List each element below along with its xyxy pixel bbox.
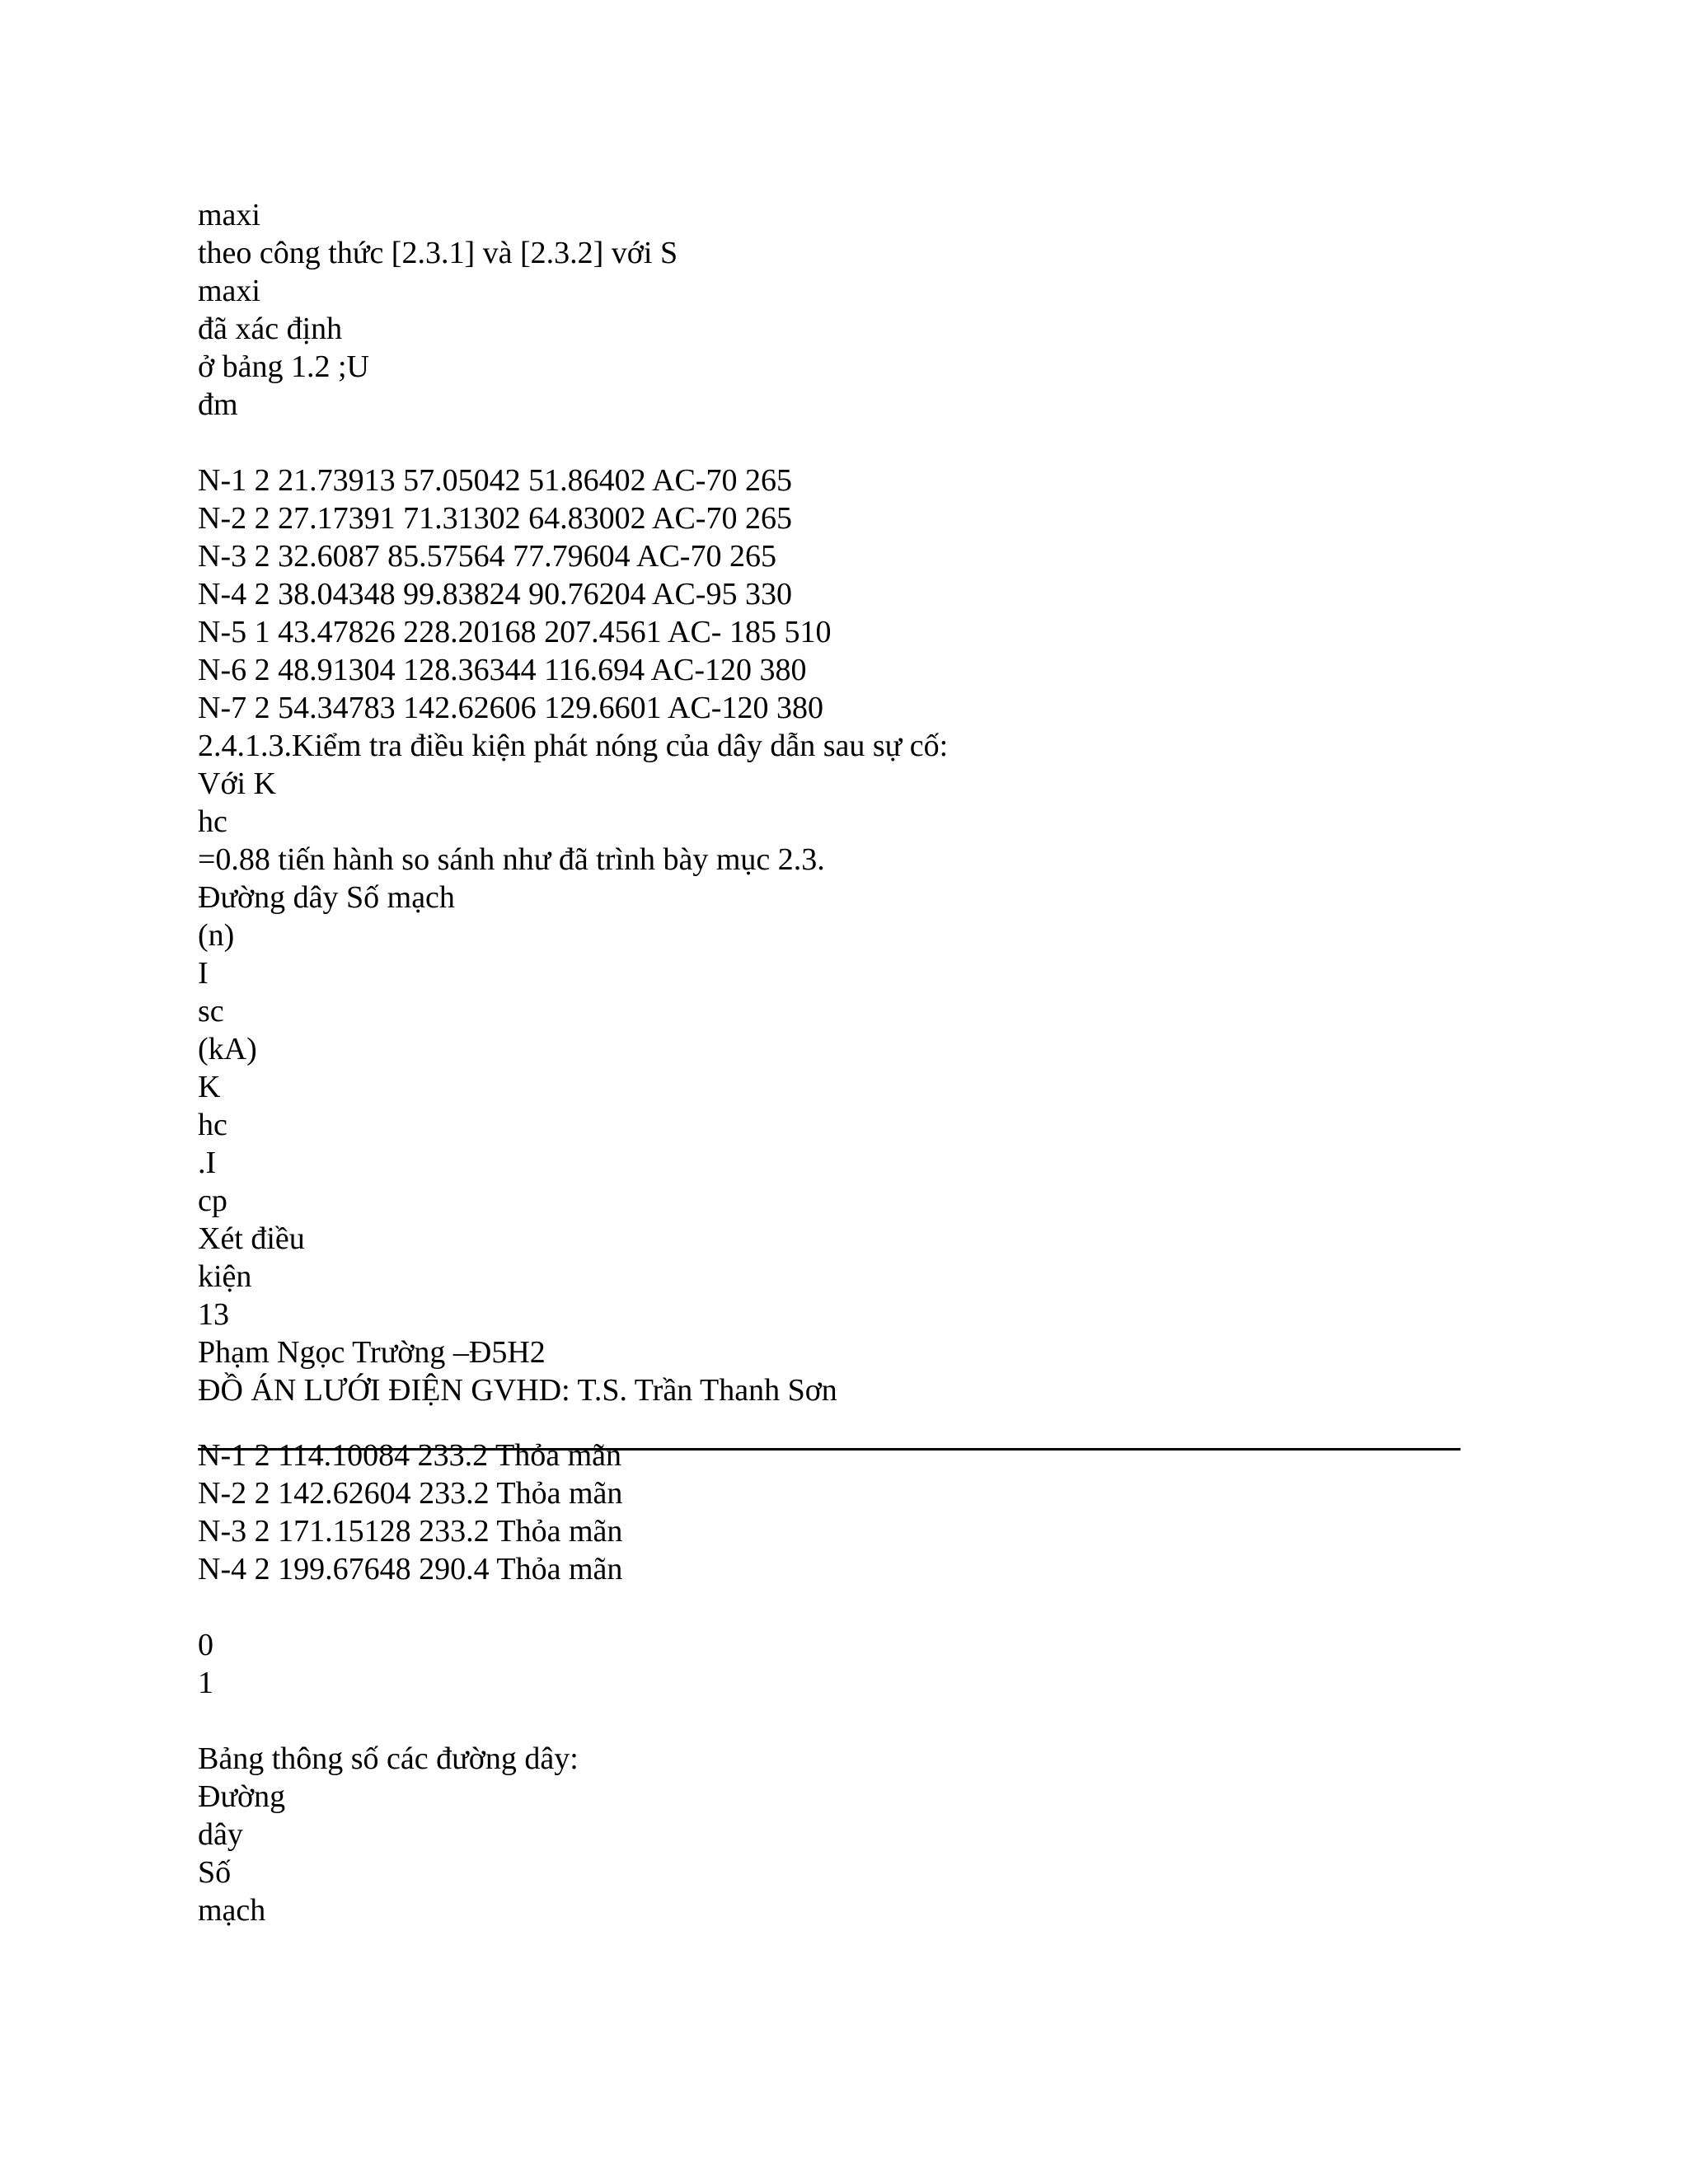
- text-line: N-2 2 142.62604 233.2 Thỏa mãn: [198, 1476, 623, 1511]
- text-line: (n): [198, 918, 235, 953]
- text-line: 13: [198, 1297, 229, 1332]
- text-line: Đường: [198, 1779, 286, 1814]
- text-line: maxi: [198, 198, 260, 232]
- text-line: N-1 2 114.10084 233.2 Thỏa mãn: [198, 1438, 622, 1473]
- text-line: dây: [198, 1817, 243, 1852]
- text-line: =0.88 tiến hành so sánh như đã trình bày mục 2.3.: [198, 842, 825, 877]
- text-line: 1: [198, 1666, 213, 1700]
- text-line: đã xác định: [198, 312, 343, 346]
- text-line: đm: [198, 387, 238, 422]
- text-line: N-6 2 48.91304 128.36344 116.694 AC-120 380: [198, 653, 807, 687]
- text-line: N-2 2 27.17391 71.31302 64.83002 AC-70 265: [198, 501, 792, 536]
- upper-text-block: [198, 196, 948, 1409]
- text-line: sc: [198, 994, 224, 1029]
- text-line: ĐỒ ÁN LƯỚI ĐIỆN GVHD: T.S. Trần Thanh Sơn: [198, 1373, 837, 1408]
- text-line: N-7 2 54.34783 142.62606 129.6601 AC-120 380: [198, 691, 823, 725]
- text-line: (kA): [198, 1032, 257, 1066]
- text-line: Bảng thông số các đường dây:: [198, 1741, 579, 1776]
- text-line: ở bảng 1.2 ;U: [198, 349, 369, 384]
- text-line: kiện: [198, 1259, 252, 1294]
- text-line: K: [198, 1070, 221, 1104]
- lower-text-block: [198, 1436, 622, 1929]
- text-line: theo công thức [2.3.1] và [2.3.2] với S: [198, 236, 678, 270]
- text-line: Đường dây Số mạch: [198, 880, 455, 915]
- text-line: maxi: [198, 274, 260, 308]
- text-line: [198, 1702, 622, 1740]
- text-line: 0: [198, 1628, 213, 1662]
- text-line: Số: [198, 1855, 232, 1890]
- text-line: Với K: [198, 766, 277, 801]
- text-line: cp: [198, 1183, 227, 1218]
- text-line: mạch: [198, 1893, 266, 1928]
- text-line: hc: [198, 1108, 227, 1142]
- text-line: .I: [198, 1146, 217, 1180]
- text-line: hc: [198, 804, 227, 839]
- text-line: N-5 1 43.47826 228.20168 207.4561 AC- 185 510: [198, 615, 832, 649]
- text-line: N-3 2 171.15128 233.2 Thỏa mãn: [198, 1514, 623, 1549]
- text-line: N-4 2 38.04348 99.83824 90.76204 AC-95 330: [198, 577, 792, 612]
- text-line: Xét điều: [198, 1221, 305, 1256]
- text-line: N-1 2 21.73913 57.05042 51.86402 AC-70 265: [198, 463, 792, 498]
- text-line: I: [198, 956, 209, 991]
- text-line: [198, 1588, 622, 1626]
- text-line: Phạm Ngọc Trường –Đ5H2: [198, 1335, 546, 1370]
- text-line: 2.4.1.3.Kiểm tra điều kiện phát nóng của dây dẫn sau sự cố:: [198, 729, 949, 763]
- text-line: N-4 2 199.67648 290.4 Thỏa mãn: [198, 1552, 623, 1586]
- text-line: [198, 424, 948, 462]
- text-line: N-3 2 32.6087 85.57564 77.79604 AC-70 265: [198, 539, 776, 574]
